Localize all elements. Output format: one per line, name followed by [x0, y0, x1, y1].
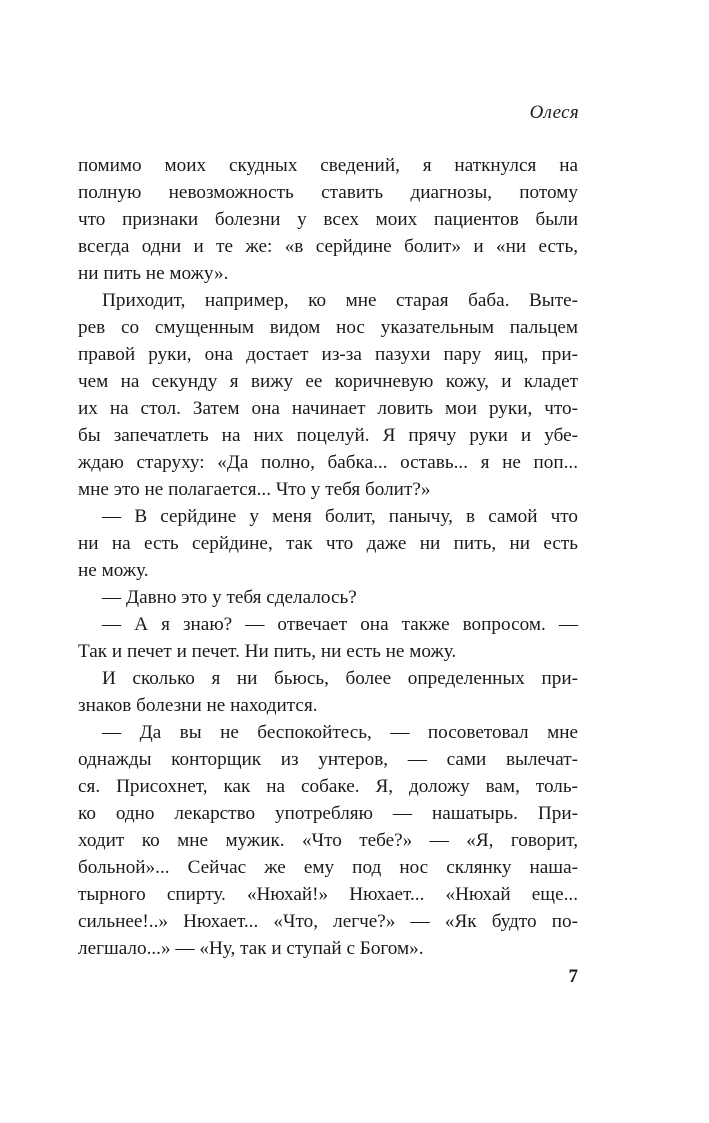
text-line: что признаки болезни у всех моих пациентов были: [78, 209, 578, 230]
text-line: не можу.: [78, 560, 149, 581]
text-line: мне это не полагается... Что у тебя болит?»: [78, 479, 431, 500]
text-line: их на стол. Затем она начинает ловить мои руки, что-: [78, 398, 578, 419]
text-line: легшало...» — «Ну, так и ступай с Богом».: [78, 938, 424, 959]
text-line: — В серйдине у меня болит, панычу, в самой что: [102, 506, 578, 527]
text-line: ни на есть серйдине, так что даже ни пить, ни есть: [78, 533, 578, 554]
text-line: ходит ко мне мужик. «Что тебе?» — «Я, говорит,: [78, 830, 578, 851]
body-text: [78, 152, 578, 962]
text-line: чем на секунду я вижу ее коричневую кожу, и кладет: [78, 371, 578, 392]
text-line: знаков болезни не находится.: [78, 695, 318, 716]
text-line: полную невозможность ставить диагнозы, потому: [78, 182, 578, 203]
text-line: тырного спирту. «Нюхай!» Нюхает... «Нюхай еще...: [78, 884, 578, 905]
text-line: правой руки, она достает из-за пазухи пару яиц, при-: [78, 344, 578, 365]
text-line: больной»... Сейчас же ему под нос склянку наша-: [78, 857, 578, 878]
text-line: рев со смущенным видом нос указательным пальцем: [78, 317, 578, 338]
text-line: ся. Присохнет, как на собаке. Я, доложу вам, толь-: [78, 776, 578, 797]
text-line: — А я знаю? — отвечает она также вопросом. —: [102, 614, 578, 635]
text-line: бы запечатлеть на них поцелуй. Я прячу руки и убе-: [78, 425, 578, 446]
text-line: — Да вы не беспокойтесь, — посоветовал мне: [102, 722, 578, 743]
text-line: ко одно лекарство употребляю — нашатырь. При-: [78, 803, 578, 824]
text-line: — Давно это у тебя сделалось?: [102, 587, 357, 608]
text-line: ни пить не можу».: [78, 263, 229, 284]
text-line: всегда одни и те же: «в серйдине болит» и «ни есть,: [78, 236, 578, 257]
text-line: помимо моих скудных сведений, я наткнулся на: [78, 155, 578, 176]
text-line: И сколько я ни бьюсь, более определенных при-: [102, 668, 578, 689]
text-line: Приходит, например, ко мне старая баба. Выте-: [102, 290, 578, 311]
running-head: Олеся: [529, 102, 579, 123]
page-number: 7: [568, 966, 578, 987]
text-line: однажды конторщик из унтеров, — сами вылечат-: [78, 749, 578, 770]
text-line: Так и печет и печет. Ни пить, ни есть не можу.: [78, 641, 457, 662]
text-line: ждаю старуху: «Да полно, бабка... оставь... я не поп...: [78, 452, 578, 473]
text-line: сильнее!..» Нюхает... «Что, легче?» — «Як будто по-: [78, 911, 578, 932]
